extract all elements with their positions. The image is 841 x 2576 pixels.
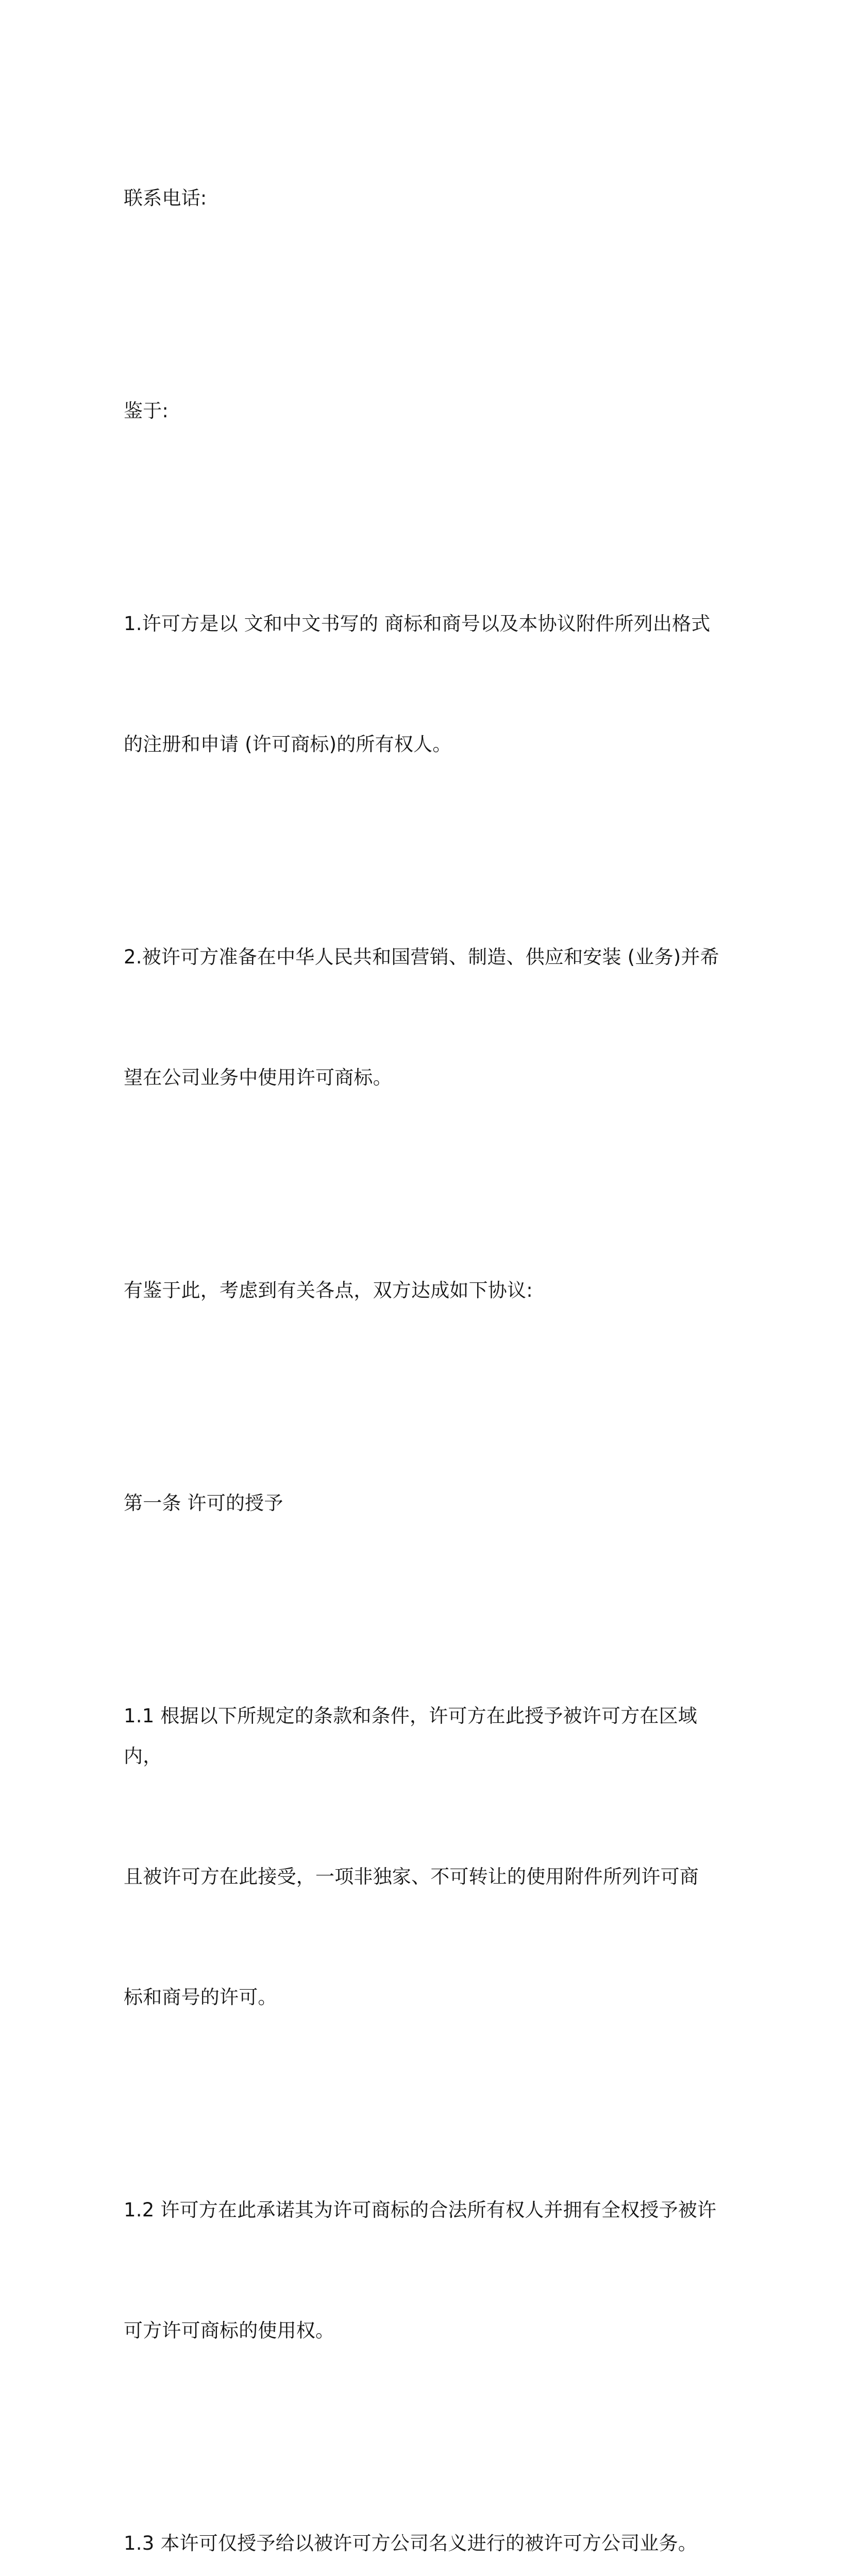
document-body bbox=[124, 98, 732, 2576]
whereas-heading bbox=[124, 311, 732, 512]
text-line: 鉴于: bbox=[124, 400, 169, 422]
clause-1-1 bbox=[124, 1616, 732, 2098]
text-line: 标和商号的许可。 bbox=[124, 1986, 277, 2008]
contact-phone-label bbox=[124, 98, 732, 299]
recital-1 bbox=[124, 523, 732, 845]
article-1-heading bbox=[124, 1403, 732, 1604]
text-line: 且被许可方在此接受，一项非独家、不可转让的使用附件所列许可商 bbox=[124, 1866, 699, 1888]
text-line: 有鉴于此，考虑到有关各点，双方达成如下协议: bbox=[124, 1279, 533, 1301]
clause-1-2 bbox=[124, 2110, 732, 2431]
clause-1-3 bbox=[124, 2443, 732, 2576]
recital-2 bbox=[124, 857, 732, 1178]
text-line: 可方许可商标的使用权。 bbox=[124, 2319, 335, 2342]
text-line: 第一条 许可的授予 bbox=[124, 1492, 283, 1514]
text-line: 联系电话: bbox=[124, 187, 207, 209]
text-line: 1.1 根据以下所规定的条款和条件，许可方在此授予被许可方在区域内， bbox=[124, 1705, 698, 1767]
text-line: 1.2 许可方在此承诺其为许可商标的合法所有权人并拥有全权授予被许 bbox=[124, 2199, 717, 2221]
agreement-intro bbox=[124, 1190, 732, 1391]
text-line: 2.被许可方准备在中华人民共和国营销、制造、供应和安装 (业务)并希 bbox=[124, 946, 719, 968]
text-line: 1.3 本许可仅授予给以被许可方公司名义进行的被许可方公司业务。 bbox=[124, 2532, 698, 2554]
text-line: 1.许可方是以 文和中文书写的 商标和商号以及本协议附件所列出格式 bbox=[124, 613, 711, 635]
text-line: 的注册和申请 (许可商标)的所有权人。 bbox=[124, 733, 452, 755]
text-line: 望在公司业务中使用许可商标。 bbox=[124, 1066, 392, 1089]
